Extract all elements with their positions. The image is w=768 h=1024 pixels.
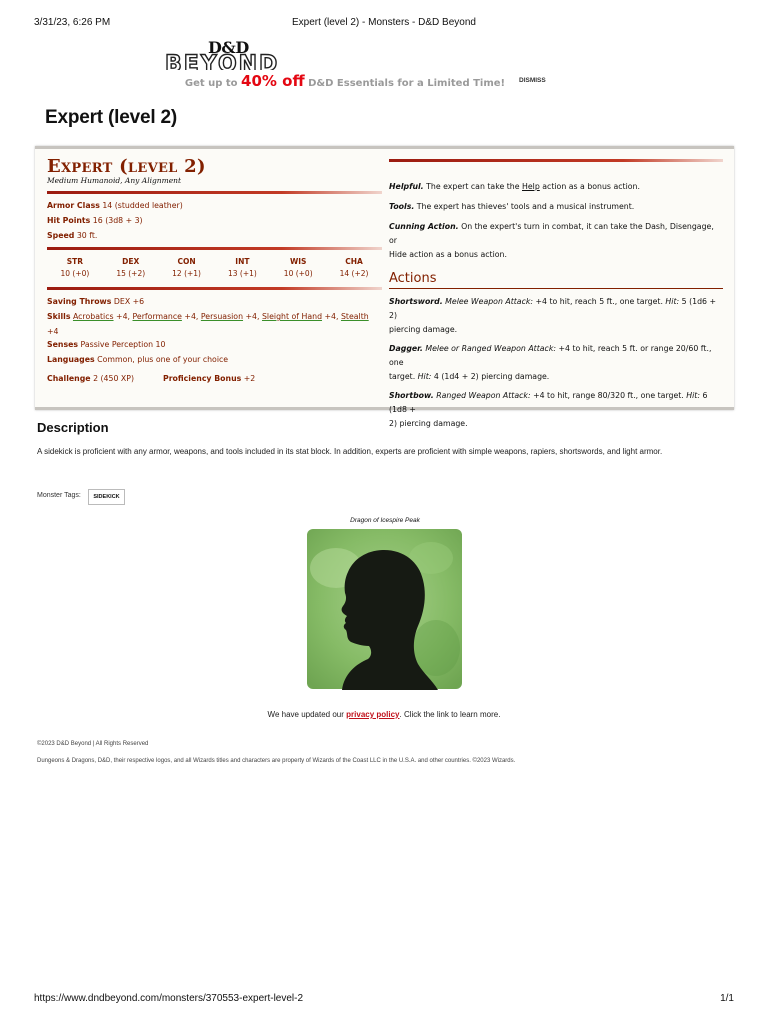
- description-text: A sidekick is proficient with any armor, weapons, and tools included in its stat block. In addition, experts are proficient with simple weapons, rapiers, shortswords, and light armor.: [37, 447, 663, 456]
- ability-wis: WIS 10 (+0): [283, 257, 313, 278]
- monster-tags-label: Monster Tags:: [37, 492, 81, 499]
- action-shortbow: Shortbow. Ranged Weapon Attack: +4 to hit, range 80/320 ft., one target. Hit: 6 (1d8 + 2) piercing damage.: [389, 391, 708, 428]
- page-title: Expert (level 2): [45, 107, 177, 128]
- promo-prefix: Get up to: [184, 78, 238, 89]
- skill-link-sleight-of-hand[interactable]: Sleight of Hand: [261, 312, 323, 321]
- help-action-link[interactable]: Help: [522, 182, 540, 191]
- skill-link-performance[interactable]: Performance: [132, 312, 182, 321]
- challenge-row: Challenge 2 (450 XP) Proficiency Bonus +2: [47, 374, 256, 383]
- divider-bar: [389, 159, 723, 162]
- skills: Skills Acrobatics +4, Performance +4, Persuasion +4, Sleight of Hand +4, Stealth +4: [47, 312, 369, 336]
- actions-divider: [389, 288, 723, 289]
- languages: Languages Common, plus one of your choice: [47, 355, 229, 364]
- print-page-number: 1/1: [720, 993, 734, 1004]
- trait-helpful: Helpful. The expert can take the Help action as a bonus action.: [389, 182, 640, 191]
- senses: Senses Passive Perception 10: [47, 340, 166, 349]
- actions-heading: Actions: [389, 271, 437, 286]
- action-dagger: Dagger. Melee or Ranged Weapon Attack: +4 to hit, reach 5 ft. or range 20/60 ft., one target. Hit: 4 (1d4 + 2) piercing damage.: [389, 344, 712, 381]
- monster-name: Expert (level 2): [47, 156, 206, 177]
- trait-tools: Tools. The expert has thieves' tools and a musical instrument.: [389, 202, 635, 211]
- description-heading: Description: [37, 420, 109, 435]
- ability-str: STR 10 (+0): [60, 257, 90, 278]
- logo-bottom-text: BEYOND: [165, 52, 280, 70]
- dismiss-button[interactable]: DISMISS: [519, 77, 546, 84]
- privacy-notice: We have updated our privacy policy. Click the link to learn more.: [267, 710, 501, 719]
- skill-link-acrobatics[interactable]: Acrobatics: [72, 312, 114, 321]
- copyright-text: ©2023 D&D Beyond | All Rights Reserved: [37, 741, 149, 747]
- print-title: Expert (level 2) - Monsters - D&D Beyond: [292, 17, 476, 28]
- ability-con: CON 12 (+1): [172, 257, 201, 278]
- ability-int: INT 13 (+1): [227, 257, 257, 278]
- trait-cunning-action: Cunning Action. On the expert's turn in combat, it can take the Dash, Disengage, or Hide action as a bonus action.: [389, 222, 714, 259]
- armor-class: Armor Class 14 (studded leather): [47, 201, 183, 210]
- promo-highlight: 40% off: [241, 72, 305, 90]
- saving-throws: Saving Throws DEX +6: [47, 297, 145, 306]
- action-shortsword: Shortsword. Melee Weapon Attack: +4 to hit, reach 5 ft., one target. Hit: 5 (1d6 + 2) piercing damage.: [389, 297, 716, 334]
- silhouette-portrait-icon[interactable]: [306, 528, 463, 690]
- print-url: https://www.dndbeyond.com/monsters/370553-expert-level-2: [34, 993, 304, 1004]
- divider-bar: [47, 287, 382, 290]
- ability-scores: [47, 256, 382, 280]
- tag-sidekick[interactable]: SIDEKICK: [88, 489, 125, 505]
- ability-dex: DEX 15 (+2): [116, 257, 146, 278]
- legal-text: Dungeons & Dragons, D&D, their respective logos, and all Wizards titles and characters are property of Wizards of the Coast LLC in the U.S.A. and other countries. ©2023 Wizards.: [37, 758, 516, 764]
- print-header: [0, 17, 768, 31]
- stat-block-left: [47, 156, 382, 386]
- print-datetime: 3/31/23, 6:26 PM: [34, 17, 111, 28]
- privacy-policy-link[interactable]: privacy policy: [346, 710, 400, 719]
- divider-bar: [47, 191, 382, 194]
- skill-link-stealth[interactable]: Stealth: [340, 312, 369, 321]
- promo-banner[interactable]: [0, 72, 690, 90]
- print-footer: [0, 993, 768, 1007]
- dndbeyond-logo[interactable]: [163, 38, 295, 70]
- divider-bar: [47, 247, 382, 250]
- image-caption: Dragon of Icespire Peak: [350, 517, 420, 524]
- speed: Speed 30 ft.: [47, 231, 98, 240]
- monster-meta: Medium Humanoid, Any Alignment: [47, 176, 182, 185]
- ability-cha: CHA 14 (+2): [339, 257, 369, 278]
- hit-points: Hit Points 16 (3d8 + 3): [47, 216, 143, 225]
- promo-suffix: D&D Essentials for a Limited Time!: [308, 78, 506, 89]
- stat-block-right: [389, 159, 723, 431]
- logo-top-text: D&D: [208, 38, 249, 57]
- skill-link-persuasion[interactable]: Persuasion: [200, 312, 244, 321]
